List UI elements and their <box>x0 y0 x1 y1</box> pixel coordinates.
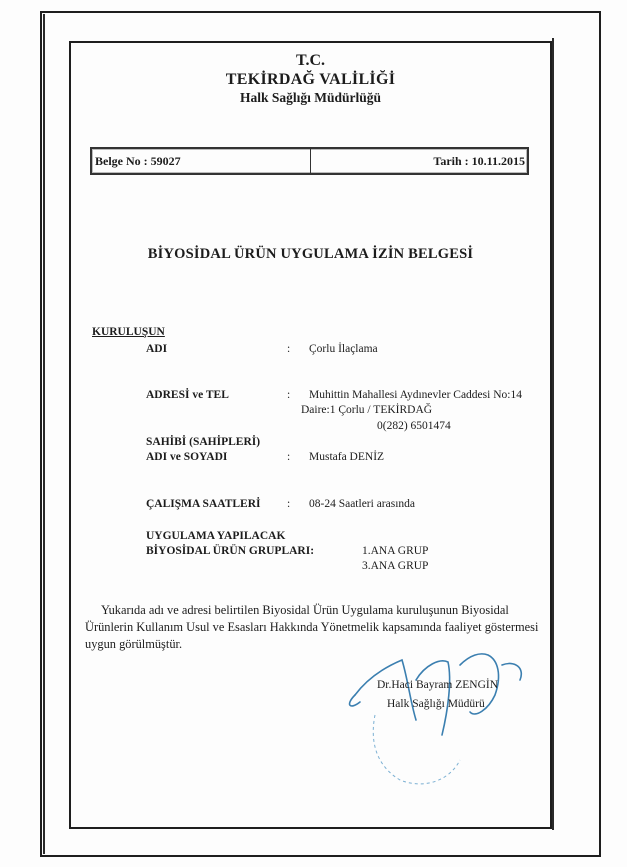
signature-stroke <box>350 695 360 706</box>
label-gruplar-2: BİYOSİDAL ÜRÜN GRUPLARI: <box>146 545 315 557</box>
colon-adi: : <box>287 343 291 355</box>
document-meta-box <box>90 147 529 175</box>
colon-adres: : <box>287 389 291 401</box>
colon-calisma: : <box>287 498 291 510</box>
section-kurulus: KURULUŞUN <box>92 326 165 338</box>
label-sahibi: SAHİBİ (SAHİPLERİ) <box>146 436 261 448</box>
header-mudurluk: Halk Sağlığı Müdürlüğü <box>239 90 382 105</box>
signatory-title: Halk Sağlığı Müdürü <box>387 698 485 710</box>
value-adres-line2: Daire:1 Çorlu / TEKİRDAĞ <box>301 404 433 416</box>
belge-no: Belge No : 59027 <box>92 149 311 173</box>
approval-paragraph: Yukarıda adı ve adresi belirtilen Biyosidal Ürün Uygulama kuruluşunun Biyosidal Ürünlerin Kullanım Usul ve Esasları Hakkında Yönetmelik kapsamında faaliyet göstermesi uygun görülmüştür. <box>85 603 539 651</box>
label-gruplar-1: UYGULAMA YAPILACAK <box>146 530 286 542</box>
document-header <box>69 52 552 107</box>
signature-stamp-image <box>330 640 530 790</box>
value-grup-1: 1.ANA GRUP <box>362 545 429 557</box>
label-sahibi-adi: ADI ve SOYADI <box>146 451 228 463</box>
value-adi: Çorlu İlaçlama <box>309 343 378 355</box>
header-valilik: TEKİRDAĞ VALİLİĞİ <box>225 71 396 88</box>
value-tel: 0(282) 6501474 <box>377 420 451 432</box>
document-title: BİYOSİDAL ÜRÜN UYGULAMA İZİN BELGESİ <box>147 246 474 262</box>
signatory-name: Dr.Haci Bayram ZENGİN <box>377 679 499 691</box>
label-adres: ADRESİ ve TEL <box>146 389 229 401</box>
inner-border-double-line <box>552 38 554 830</box>
tarih: Tarih : 10.11.2015 <box>433 153 525 168</box>
value-calisma: 08-24 Saatleri arasında <box>309 498 416 510</box>
signature-stroke <box>502 663 521 680</box>
stamp-circle-arc <box>373 715 460 784</box>
value-sahibi: Mustafa DENİZ <box>309 451 385 463</box>
label-calisma: ÇALIŞMA SAATLERİ <box>146 498 261 510</box>
value-adres-line1: Muhittin Mahallesi Aydınevler Caddesi No:14 <box>309 389 522 401</box>
outer-border-double-line <box>43 14 45 854</box>
label-adi: ADI <box>146 343 168 355</box>
colon-sahibi: : <box>287 451 291 463</box>
header-tc: T.C. <box>295 52 326 69</box>
value-grup-2: 3.ANA GRUP <box>362 560 429 572</box>
